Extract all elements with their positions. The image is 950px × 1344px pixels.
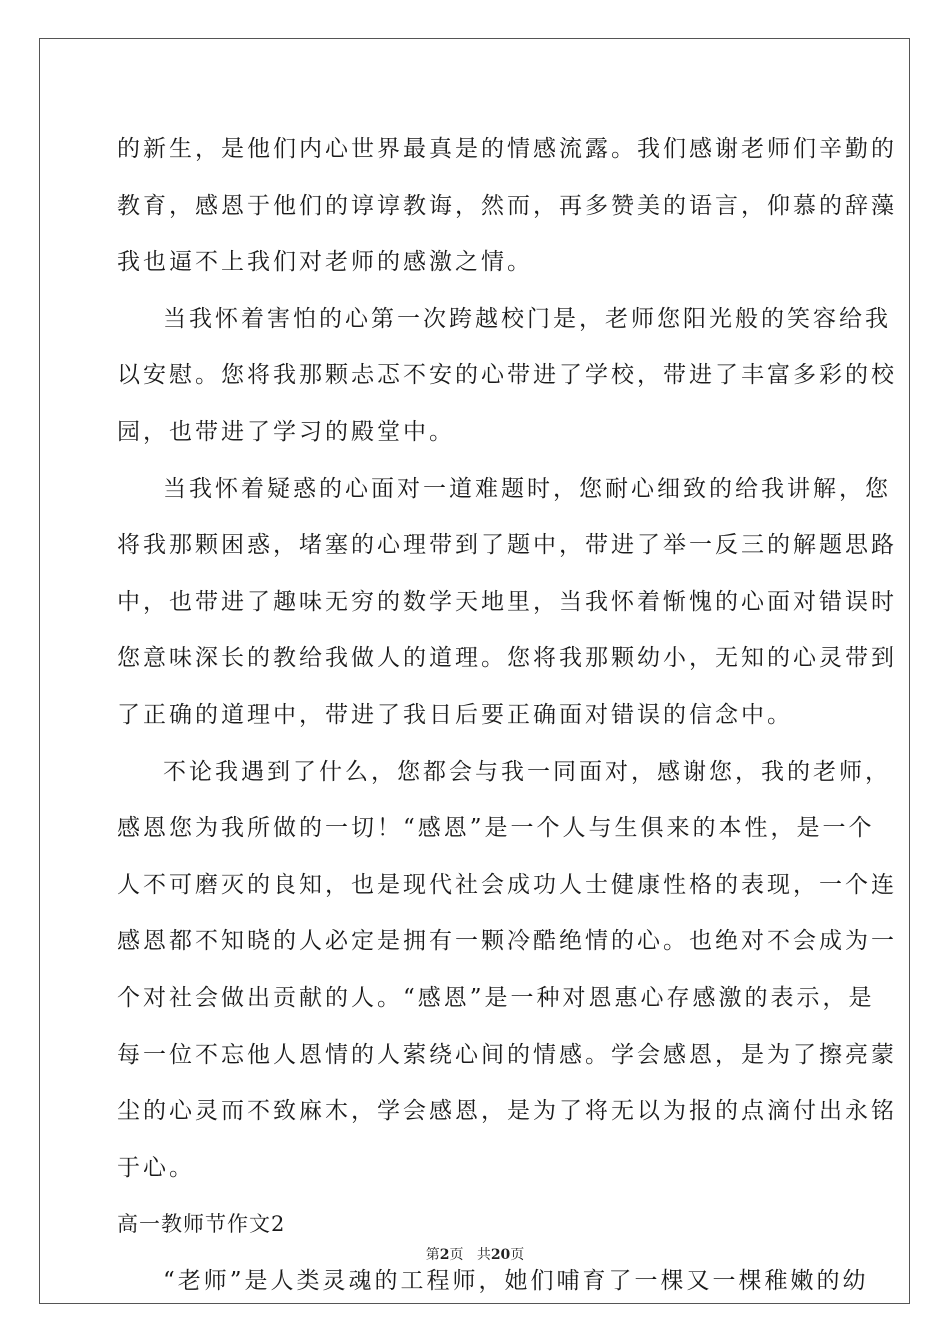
footer-prefix: 第 — [425, 1247, 440, 1263]
paragraph-start-line: “老师”是人类灵魂的工程师，她们哺育了一棵又一棵稚嫩的幼 — [163, 1267, 869, 1294]
text-line: 于心。 — [117, 1154, 195, 1181]
footer-total-prefix: 共 — [476, 1247, 491, 1263]
footer-page-number: 2 — [439, 1247, 450, 1263]
text-line: 个对社会做出贡献的人。“感恩”是一种对恩惠心存感激的表示，是 — [117, 984, 875, 1011]
text-line: 以安慰。您将我那颗忐忑不安的心带进了学校，带进了丰富多彩的校 — [117, 362, 897, 389]
text-line: 将我那颗困惑，堵塞的心理带到了题中，带进了举一反三的解题思路 — [117, 532, 897, 559]
paragraph-start-line: 当我怀着疑惑的心面对一道难题时，您耐心细致的给我讲解，您 — [163, 475, 891, 502]
text-line: 尘的心灵而不致麻木，学会感恩，是为了将无以为报的点滴付出永铭 — [117, 1098, 897, 1125]
page-footer — [0, 1246, 950, 1264]
paragraph-start-line: 当我怀着害怕的心第一次跨越校门是，老师您阳光般的笑容给我 — [163, 305, 891, 332]
paragraph-start-line: 不论我遇到了什么，您都会与我一同面对，感谢您，我的老师， — [163, 758, 891, 785]
footer-total-suffix: 页 — [510, 1247, 525, 1263]
footer-page-suffix: 页 — [449, 1247, 464, 1263]
text-line: 中，也带进了趣味无穷的数学天地里，当我怀着惭愧的心面对错误时 — [117, 588, 897, 615]
text-line: 您意味深长的教给我做人的道理。您将我那颗幼小，无知的心灵带到 — [117, 645, 897, 672]
text-line: 了正确的道理中，带进了我日后要正确面对错误的信念中。 — [117, 701, 793, 728]
text-line: 的新生，是他们内心世界最真是的情感流露。我们感谢老师们辛勤的 — [117, 136, 897, 162]
text-line: 每一位不忘他人恩情的人萦绕心间的情感。学会感恩，是为了擦亮蒙 — [117, 1041, 897, 1068]
text-line: 教育，感恩于他们的谆谆教诲，然而，再多赞美的语言，仰慕的辞藻 — [117, 192, 897, 219]
text-line: 人不可磨灭的良知，也是现代社会成功人士健康性格的表现，一个连 — [117, 871, 897, 898]
document-body — [117, 127, 897, 1315]
text-line: 我也逼不上我们对老师的感激之情。 — [117, 249, 533, 276]
footer-total-pages: 20 — [490, 1247, 511, 1263]
section-heading: 高一教师节作文2 — [117, 1212, 286, 1237]
text-line: 感恩您为我所做的一切！“感恩”是一个人与生俱来的本性，是一个 — [117, 815, 875, 842]
text-line: 园，也带进了学习的殿堂中。 — [117, 418, 455, 445]
text-line: 感恩都不知晓的人必定是拥有一颗冷酷绝情的心。也绝对不会成为一 — [117, 928, 897, 955]
